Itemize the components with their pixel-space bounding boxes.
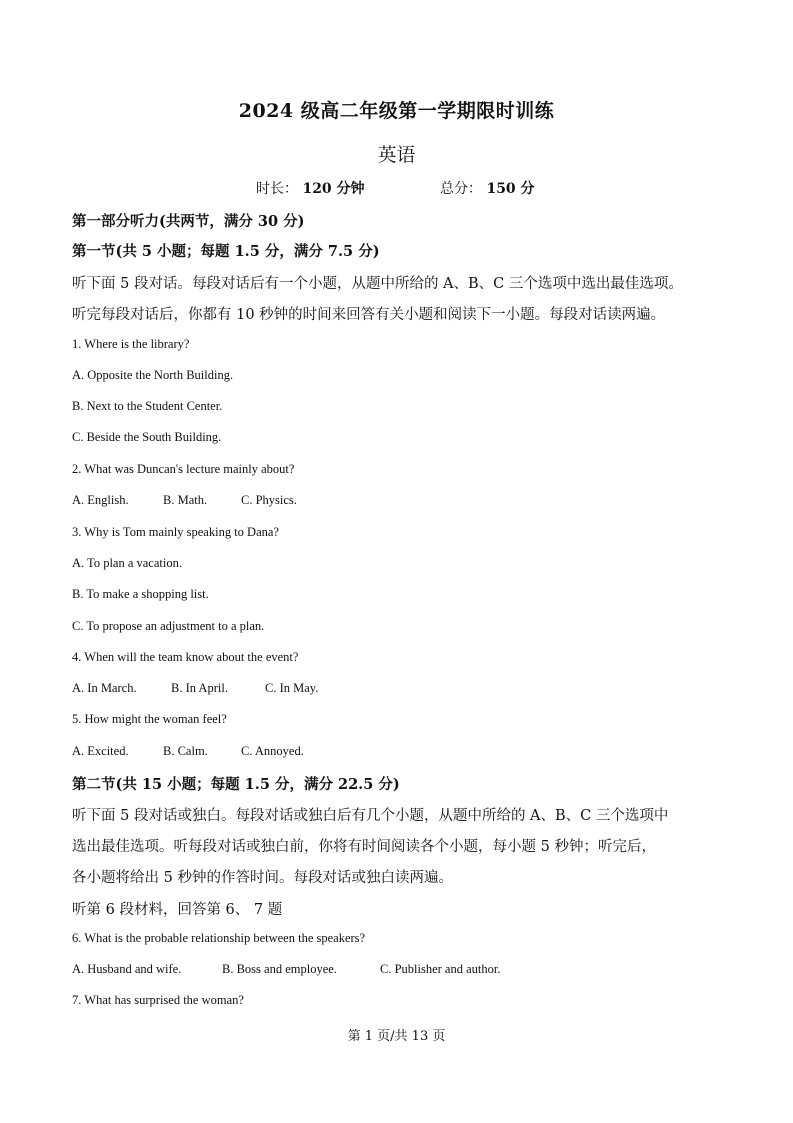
section2-instruction-3: 各小题将给出 5 秒钟的作答时间。每段对话或独白读两遍。 [72, 870, 453, 886]
page-footer: 第 1 页/共 13 页 [347, 1029, 446, 1044]
question-4-option-c: C. In May. [265, 681, 319, 695]
question-2-option-c: C. Physics. [241, 493, 297, 507]
material-heading: 听第 6 段材料，回答第 6、 7 题 [72, 902, 283, 918]
total-value: 150 分 [486, 181, 535, 197]
section1-heading: 第一节(共 5 小题；每题 1.5 分，满分 7.5 分) [72, 243, 380, 260]
question-3-option-a: A. To plan a vacation. [72, 556, 182, 570]
total-score-info [440, 178, 535, 198]
question-3-option-b: B. To make a shopping list. [72, 587, 209, 601]
section1-instruction-1: 听下面 5 段对话。每段对话后有一个小题，从题中所给的 A、B、C 三个选项中选出最佳选项。 [72, 276, 683, 292]
total-label: 总分： [440, 181, 482, 197]
page-title: 2024 级高二年级第一学期限时训练 [238, 100, 555, 122]
question-6-option-b: B. Boss and employee. [222, 962, 337, 976]
duration-info [256, 178, 365, 198]
question-2-stem: 2. What was Duncan's lecture mainly about? [72, 462, 295, 476]
duration-label: 时长： [256, 181, 298, 197]
question-1-option-a: A. Opposite the North Building. [72, 368, 234, 382]
question-5-option-c: C. Annoyed. [241, 744, 304, 758]
question-3-option-c: C. To propose an adjustment to a plan. [72, 619, 265, 633]
section2-instruction-1: 听下面 5 段对话或独白。每段对话或独白后有几个小题，从题中所给的 A、B、C 三个选项中 [72, 808, 669, 824]
question-4-stem: 4. When will the team know about the event? [72, 650, 299, 664]
question-1-option-c: C. Beside the South Building. [72, 430, 222, 444]
question-3-stem: 3. Why is Tom mainly speaking to Dana? [72, 525, 279, 539]
question-2-option-b: B. Math. [163, 493, 208, 507]
question-5-option-b: B. Calm. [163, 744, 208, 758]
question-4-option-a: A. In March. [72, 681, 137, 695]
question-7-stem: 7. What has surprised the woman? [72, 993, 244, 1007]
question-4-option-b: B. In April. [171, 681, 228, 695]
question-6-option-a: A. Husband and wife. [72, 962, 182, 976]
question-1-option-b: B. Next to the Student Center. [72, 399, 223, 413]
question-6-option-c: C. Publisher and author. [380, 962, 501, 976]
question-6-stem: 6. What is the probable relationship between the speakers? [72, 931, 366, 945]
section2-heading: 第二节(共 15 小题；每题 1.5 分，满分 22.5 分) [72, 776, 400, 793]
section1-instruction-2: 听完每段对话后，你都有 10 秒钟的时间来回答有关小题和阅读下一小题。每段对话读两遍。 [72, 307, 666, 323]
question-5-option-a: A. Excited. [72, 744, 129, 758]
question-2-option-a: A. English. [72, 493, 129, 507]
section2-instruction-2: 选出最佳选项。听每段对话或独白前，你将有时间阅读各个小题，每小题 5 秒钟；听完后， [72, 839, 656, 855]
question-5-stem: 5. How might the woman feel? [72, 712, 227, 726]
part1-heading: 第一部分听力(共两节，满分 30 分) [72, 213, 305, 230]
duration-value: 120 分钟 [302, 181, 365, 197]
question-1-stem: 1. Where is the library? [72, 337, 190, 351]
subject-title: 英语 [377, 144, 416, 166]
